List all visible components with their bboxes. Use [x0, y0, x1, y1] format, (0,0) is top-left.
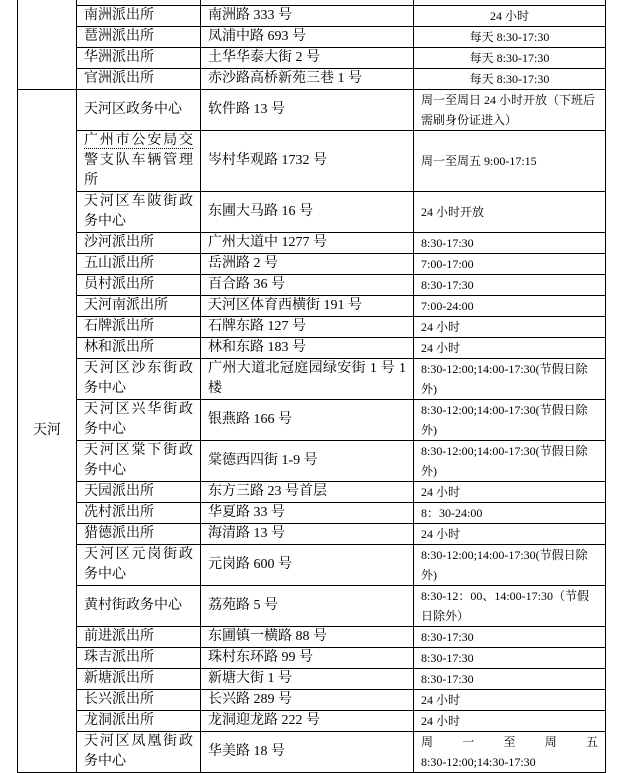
station-name-cell: 华洲派出所 [77, 48, 201, 69]
table-row [18, 131, 606, 192]
address-cell: 南洲路 333 号 [201, 6, 414, 27]
hours-cell: 8:30-17:30 [414, 648, 606, 669]
address-cell: 广州大道中 1277 号 [201, 233, 414, 254]
table-row [18, 669, 606, 690]
hours-cell: 8:30-12：00、14:00-17:30（节假日除外） [414, 586, 606, 627]
address-cell: 软件路 13 号 [201, 90, 414, 131]
district-cell [18, 0, 77, 90]
table-row [18, 482, 606, 503]
table-row [18, 545, 606, 586]
hours-weekday-line: 周 一 至 周 五 [421, 735, 598, 749]
station-name-cell: 天河区政务中心 [77, 90, 201, 131]
table-row [18, 192, 606, 233]
hours-cell: 8:30-12:00;14:00-17:30(节假日除外) [414, 400, 606, 441]
address-cell: 新塘大街 1 号 [201, 669, 414, 690]
hours-cell: 24 小时开放 [414, 192, 606, 233]
station-name-cell: 龙洞派出所 [77, 711, 201, 732]
dotted-underlined-text: 广州市公安局交 [84, 133, 193, 148]
district-cell: 天河 [18, 90, 77, 773]
hours-cell: 8:30-17:30 [414, 233, 606, 254]
station-name-cell: 广州市公安局交警支队车辆管理所 [77, 131, 201, 192]
address-cell: 珠村东环路 99 号 [201, 648, 414, 669]
hours-cell: 每天 8:30-17:30 [414, 69, 606, 90]
table-row [18, 441, 606, 482]
table-row [18, 338, 606, 359]
station-name-cell: 石牌派出所 [77, 317, 201, 338]
hours-cell: 24 小时 [414, 524, 606, 545]
hours-cell [414, 732, 606, 773]
table-row [18, 90, 606, 131]
station-name-cell: 天河区凤凰街政务中心 [77, 732, 201, 773]
hours-cell: 24 小时 [414, 6, 606, 27]
address-cell: 岑村华观路 1732 号 [201, 131, 414, 192]
hours-cell: 8：30-24:00 [414, 503, 606, 524]
station-name-cell: 天河区沙东街政务中心 [77, 359, 201, 400]
station-name-cell: 天河区兴华街政务中心 [77, 400, 201, 441]
table-row [18, 296, 606, 317]
hours-cell: 8:30-12:00;14:00-17:30(节假日除外) [414, 441, 606, 482]
address-cell: 华美路 18 号 [201, 732, 414, 773]
table-row [18, 275, 606, 296]
address-cell: 荔苑路 5 号 [201, 586, 414, 627]
station-name-cell: 天园派出所 [77, 482, 201, 503]
table-row [18, 711, 606, 732]
station-name-cell: 官洲派出所 [77, 69, 201, 90]
hours-cell: 8:30-12:00;14:00-17:30(节假日除外) [414, 545, 606, 586]
station-name-cell: 长兴派出所 [77, 690, 201, 711]
table-row [18, 48, 606, 69]
hours-cell: 7:00-24:00 [414, 296, 606, 317]
station-name-cell: 黄村街政务中心 [77, 586, 201, 627]
station-name-cell: 天河区棠下街政务中心 [77, 441, 201, 482]
table-row [18, 317, 606, 338]
table-row [18, 359, 606, 400]
hours-cell: 24 小时 [414, 338, 606, 359]
station-name-cell: 沙河派出所 [77, 233, 201, 254]
station-name-cell: 天河南派出所 [77, 296, 201, 317]
address-cell: 海清路 13 号 [201, 524, 414, 545]
hours-cell: 周一至周日 24 小时开放（下班后需刷身份证进入） [414, 90, 606, 131]
address-cell: 东圃大马路 16 号 [201, 192, 414, 233]
table-row [18, 524, 606, 545]
hours-cell: 24 小时 [414, 317, 606, 338]
station-name-cell: 员村派出所 [77, 275, 201, 296]
station-name-cell: 天河区车陂街政务中心 [77, 192, 201, 233]
address-cell: 长兴路 289 号 [201, 690, 414, 711]
address-cell: 龙洞迎龙路 222 号 [201, 711, 414, 732]
table-row [18, 254, 606, 275]
table-row [18, 648, 606, 669]
table-row [18, 732, 606, 773]
table-row [18, 627, 606, 648]
hours-cell: 8:30-17:30 [414, 669, 606, 690]
station-name-cell: 前进派出所 [77, 627, 201, 648]
hours-cell: 24 小时 [414, 482, 606, 503]
table-row [18, 586, 606, 627]
table-row [18, 233, 606, 254]
hours-cell: 7:00-17:00 [414, 254, 606, 275]
station-name-cell: 林和派出所 [77, 338, 201, 359]
station-name-cell: 琶洲派出所 [77, 27, 201, 48]
address-cell: 赤沙路高桥新苑三巷 1 号 [201, 69, 414, 90]
address-cell: 石牌东路 127 号 [201, 317, 414, 338]
address-cell: 东圃镇一横路 88 号 [201, 627, 414, 648]
station-name-cell: 南洲派出所 [77, 6, 201, 27]
hours-cell: 8:30-17:30 [414, 627, 606, 648]
address-cell: 土华华泰大街 2 号 [201, 48, 414, 69]
hours-cell: 每天 8:30-17:30 [414, 48, 606, 69]
address-cell: 广州大道北冠庭园绿安街 1 号 1 楼 [201, 359, 414, 400]
stations-table-body [18, 0, 606, 773]
station-name-cell: 冼村派出所 [77, 503, 201, 524]
table-row [18, 27, 606, 48]
station-name-cell: 珠吉派出所 [77, 648, 201, 669]
hours-cell: 周一至周五 9:00-17:15 [414, 131, 606, 192]
hours-cell: 24 小时 [414, 711, 606, 732]
table-row [18, 6, 606, 27]
table-row [18, 69, 606, 90]
table-row [18, 503, 606, 524]
address-cell: 银燕路 166 号 [201, 400, 414, 441]
address-cell: 东方三路 23 号首层 [201, 482, 414, 503]
hours-time-line: 8:30-12:00;14:30-17:30 [421, 755, 536, 769]
hours-cell: 8:30-17:30 [414, 275, 606, 296]
station-name-cell: 五山派出所 [77, 254, 201, 275]
table-row [18, 690, 606, 711]
station-name-cell: 天河区元岗街政务中心 [77, 545, 201, 586]
address-cell: 岳洲路 2 号 [201, 254, 414, 275]
station-name-cell: 猎德派出所 [77, 524, 201, 545]
address-cell: 元岗路 600 号 [201, 545, 414, 586]
address-cell: 棠德西四街 1-9 号 [201, 441, 414, 482]
address-cell: 天河区体育西横街 191 号 [201, 296, 414, 317]
table-row [18, 400, 606, 441]
address-cell: 林和东路 183 号 [201, 338, 414, 359]
stations-table [17, 0, 606, 773]
hours-cell: 24 小时 [414, 690, 606, 711]
address-cell: 凤浦中路 693 号 [201, 27, 414, 48]
hours-cell: 每天 8:30-17:30 [414, 27, 606, 48]
address-cell: 百合路 36 号 [201, 275, 414, 296]
station-name-cell: 新塘派出所 [77, 669, 201, 690]
hours-cell: 8:30-12:00;14:00-17:30(节假日除外) [414, 359, 606, 400]
address-cell: 华夏路 33 号 [201, 503, 414, 524]
